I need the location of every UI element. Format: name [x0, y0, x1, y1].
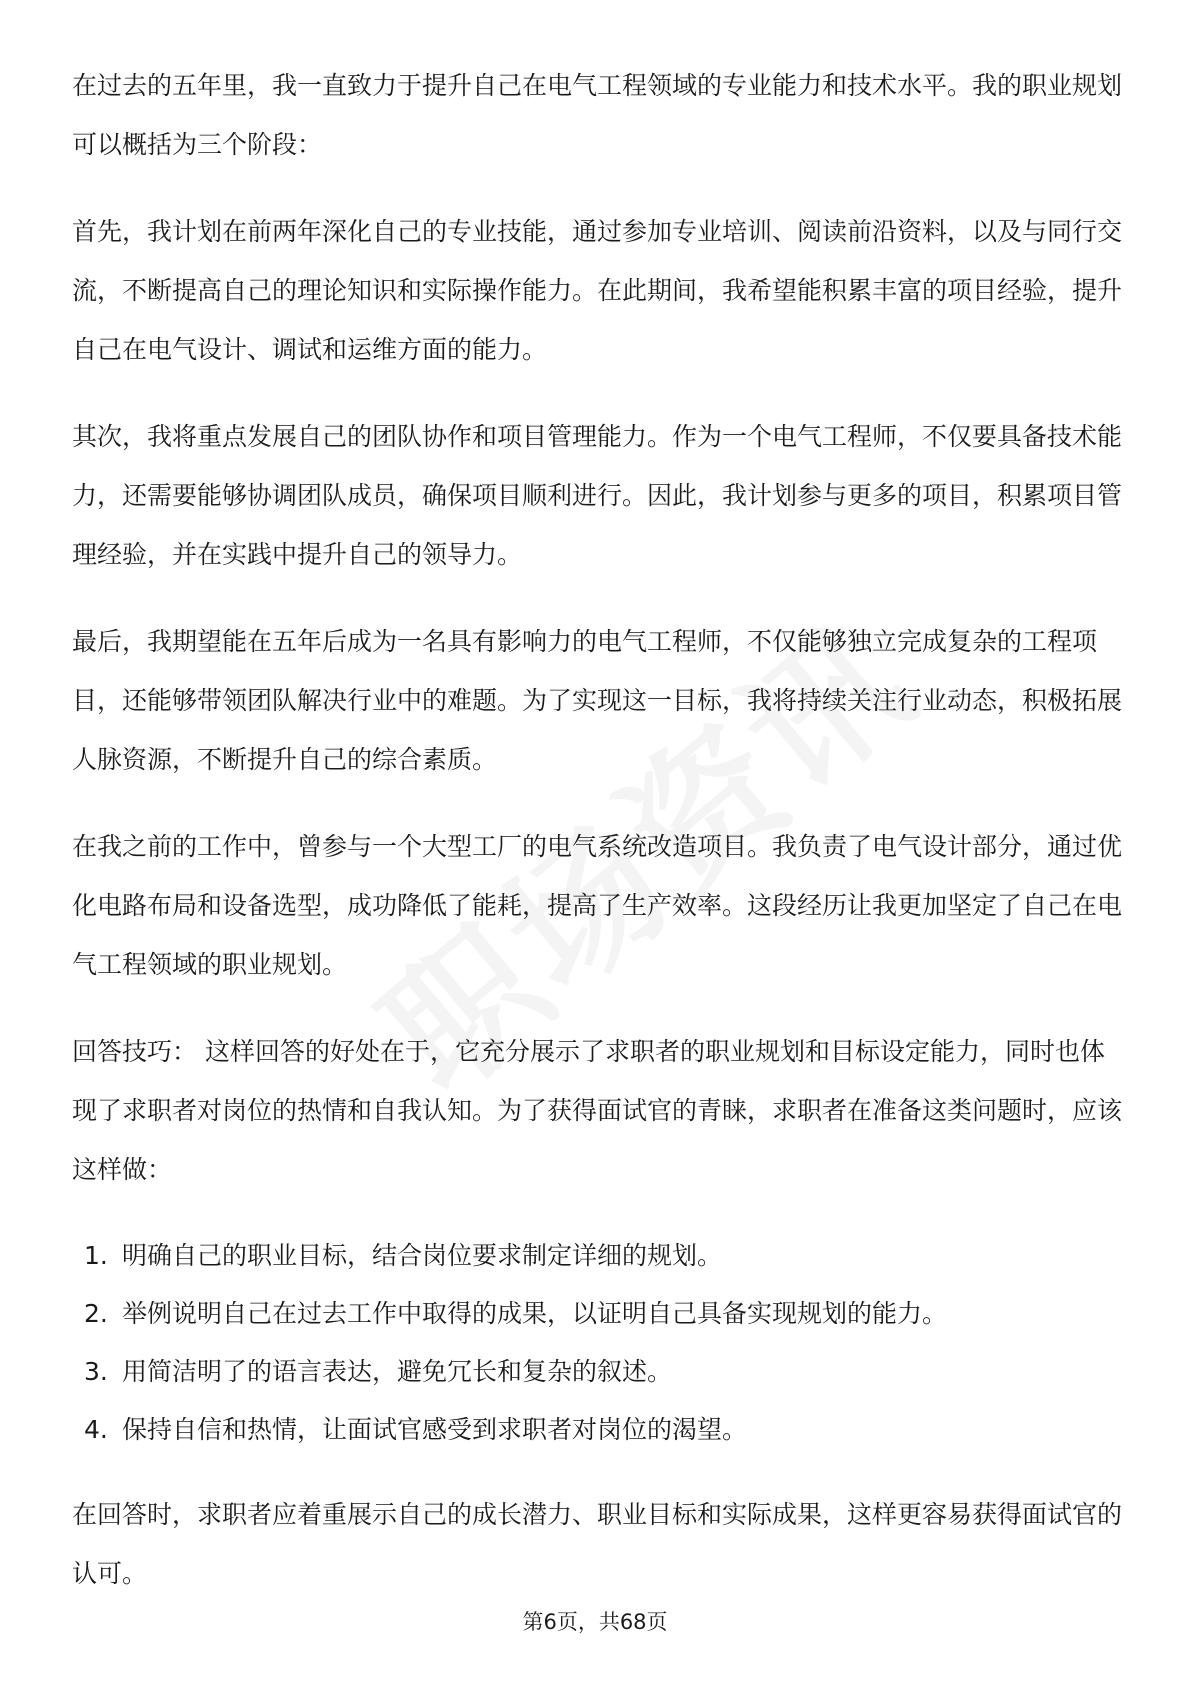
paragraph-stage-two: 其次，我将重点发展自己的团队协作和项目管理能力。作为一个电气工程师，不仅要具备技术能力，还需要能够协调团队成员，确保项目顺利进行。因此，我计划参与更多的项目，积累项目管理经验，并在实践中提升自己的领导力。 [72, 422, 1123, 569]
page-content [72, 56, 1122, 1631]
list-item [72, 1401, 1122, 1459]
paragraph-stage-three: 最后，我期望能在五年后成为一名具有影响力的电气工程师，不仅能够独立完成复杂的工程项目，还能够带领团队解决行业中的难题。为了实现这一目标，我将持续关注行业动态，积极拓展人脉资源，不断提升自己的综合素质。 [72, 627, 1123, 774]
tips-list [72, 1227, 1122, 1459]
list-item-number: 4. [84, 1415, 108, 1444]
list-item-number: 1. [84, 1241, 108, 1270]
list-item-text: 保持自信和热情，让面试官感受到求职者对岗位的渴望。 [122, 1415, 748, 1444]
paragraph-intro: 在过去的五年里，我一直致力于提升自己在电气工程领域的专业能力和技术水平。我的职业规划可以概括为三个阶段： [72, 71, 1123, 159]
list-item-text: 举例说明自己在过去工作中取得的成果，以证明自己具备实现规划的能力。 [122, 1299, 948, 1328]
list-item [72, 1343, 1122, 1401]
paragraph-stage-one: 首先，我计划在前两年深化自己的专业技能，通过参加专业培训、阅读前沿资料，以及与同行交流，不断提高自己的理论知识和实际操作能力。在此期间，我希望能积累丰富的项目经验，提升自己在电气设计、调试和运维方面的能力。 [72, 217, 1123, 364]
paragraph-closing: 在回答时，求职者应着重展示自己的成长潜力、职业目标和实际成果，这样更容易获得面试官的认可。 [72, 1500, 1123, 1588]
list-item [72, 1285, 1122, 1343]
paragraph-tips: 回答技巧： 这样回答的好处在于，它充分展示了求职者的职业规划和目标设定能力，同时也体现了求职者对岗位的热情和自我认知。为了获得面试官的青睐，求职者在准备这类问题时，应该这样做： [72, 1037, 1123, 1184]
paragraph-experience: 在我之前的工作中，曾参与一个大型工厂的电气系统改造项目。我负责了电气设计部分，通过优化电路布局和设备选型，成功降低了能耗，提高了生产效率。这段经历让我更加坚定了自己在电气工程领域的职业规划。 [72, 832, 1123, 979]
list-item-text: 明确自己的职业目标，结合岗位要求制定详细的规划。 [122, 1241, 723, 1270]
list-item-number: 2. [84, 1299, 108, 1328]
list-item-text: 用简洁明了的语言表达，避免冗长和复杂的叙述。 [122, 1357, 673, 1386]
list-item [72, 1227, 1122, 1285]
page-number-footer: 第6页，共68页 [522, 1610, 668, 1634]
list-item-number: 3. [84, 1357, 108, 1386]
